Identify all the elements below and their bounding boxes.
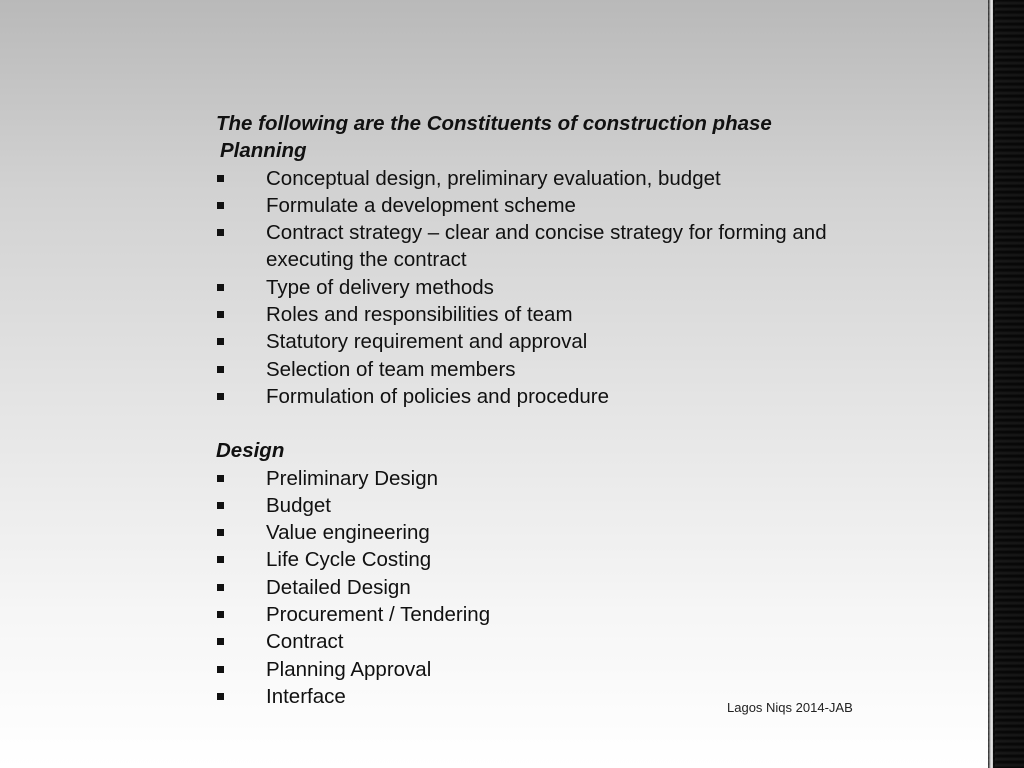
section-spacer bbox=[216, 410, 876, 437]
list-item-text: Selection of team members bbox=[266, 357, 516, 381]
list-item-text: Formulate a development scheme bbox=[266, 193, 576, 217]
square-bullet-icon bbox=[217, 202, 224, 209]
square-bullet-icon bbox=[217, 638, 224, 645]
square-bullet-icon bbox=[217, 529, 224, 536]
list-item-text: Formulation of policies and procedure bbox=[266, 384, 609, 408]
square-bullet-icon bbox=[217, 502, 224, 509]
list-item bbox=[216, 274, 876, 301]
square-bullet-icon bbox=[217, 556, 224, 563]
list-item-text: Conceptual design, preliminary evaluation, budget bbox=[266, 166, 721, 190]
square-bullet-icon bbox=[217, 229, 224, 236]
list-item bbox=[216, 219, 876, 274]
list-item-text: Interface bbox=[266, 684, 346, 708]
list-item bbox=[216, 628, 876, 655]
list-item bbox=[216, 465, 876, 492]
list-item-text: Life Cycle Costing bbox=[266, 548, 432, 572]
planning-list bbox=[216, 165, 876, 411]
design-heading: Design bbox=[216, 439, 285, 463]
list-item-text: Value engineering bbox=[266, 521, 430, 545]
slide-footer: Lagos Niqs 2014-JAB bbox=[727, 700, 853, 715]
list-item-text: Type of delivery methods bbox=[266, 275, 494, 299]
list-item bbox=[216, 492, 876, 519]
square-bullet-icon bbox=[217, 693, 224, 700]
list-item-text: Contract bbox=[266, 630, 344, 654]
decorative-border bbox=[988, 0, 1024, 768]
square-bullet-icon bbox=[217, 611, 224, 618]
list-item-text: Statutory requirement and approval bbox=[266, 330, 588, 354]
list-item-text: Contract strategy – clear and concise strategy for forming and executing the contract bbox=[266, 221, 827, 272]
list-item bbox=[216, 192, 876, 219]
list-item-text: Planning Approval bbox=[266, 657, 432, 681]
list-item bbox=[216, 356, 876, 383]
list-item-text: Budget bbox=[266, 493, 331, 517]
square-bullet-icon bbox=[217, 311, 224, 318]
list-item-text: Detailed Design bbox=[266, 575, 411, 599]
list-item bbox=[216, 546, 876, 573]
list-item bbox=[216, 301, 876, 328]
list-item bbox=[216, 519, 876, 546]
slide-content bbox=[216, 110, 876, 710]
square-bullet-icon bbox=[217, 338, 224, 345]
list-item bbox=[216, 656, 876, 683]
square-bullet-icon bbox=[217, 584, 224, 591]
list-item-text: Procurement / Tendering bbox=[266, 603, 491, 627]
list-item bbox=[216, 165, 876, 192]
list-item bbox=[216, 383, 876, 410]
list-item-text: Preliminary Design bbox=[266, 466, 439, 490]
square-bullet-icon bbox=[217, 666, 224, 673]
list-item bbox=[216, 574, 876, 601]
square-bullet-icon bbox=[217, 284, 224, 291]
square-bullet-icon bbox=[217, 175, 224, 182]
square-bullet-icon bbox=[217, 393, 224, 400]
planning-heading: Planning bbox=[220, 139, 307, 163]
list-item-text: Roles and responsibilities of team bbox=[266, 303, 573, 327]
design-list bbox=[216, 465, 876, 711]
slide-title: The following are the Constituents of construction phase bbox=[216, 112, 772, 135]
list-item bbox=[216, 601, 876, 628]
square-bullet-icon bbox=[217, 475, 224, 482]
square-bullet-icon bbox=[217, 366, 224, 373]
list-item bbox=[216, 328, 876, 355]
